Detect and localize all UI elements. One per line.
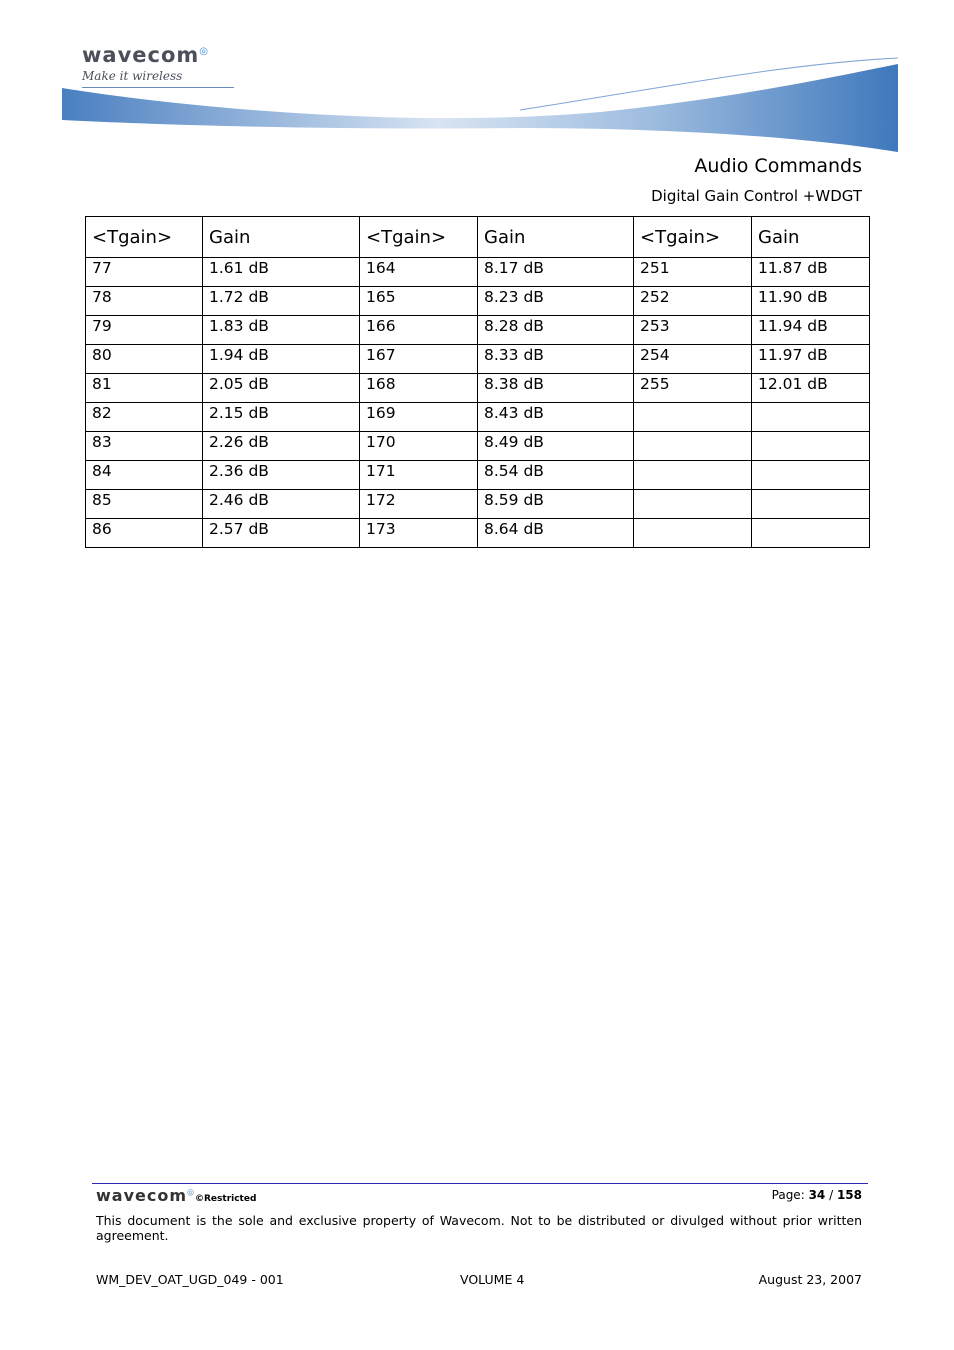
table-cell: 77 (86, 258, 203, 287)
table-cell (752, 490, 870, 519)
table-cell: 78 (86, 287, 203, 316)
table-cell: 84 (86, 461, 203, 490)
column-header-tgain: <Tgain> (86, 217, 203, 258)
table-cell: 11.97 dB (752, 345, 870, 374)
table-cell (752, 403, 870, 432)
table-cell: 1.72 dB (203, 287, 360, 316)
document-reference: WM_DEV_OAT_UGD_049 - 001 (96, 1272, 284, 1287)
table-header-row (86, 217, 870, 258)
table-row (86, 287, 870, 316)
table-row (86, 403, 870, 432)
table-cell: 11.90 dB (752, 287, 870, 316)
table-cell: 2.36 dB (203, 461, 360, 490)
table-cell: 83 (86, 432, 203, 461)
table-row (86, 316, 870, 345)
table-cell: 168 (360, 374, 478, 403)
logo-swirl-icon: ◎ (187, 1187, 195, 1197)
footer-divider (92, 1183, 868, 1184)
page-label: Page: (771, 1188, 809, 1202)
table-cell: 2.26 dB (203, 432, 360, 461)
table-cell: 171 (360, 461, 478, 490)
table-cell: 8.17 dB (478, 258, 634, 287)
table-cell (752, 461, 870, 490)
logo-swirl-icon: ◎ (199, 46, 209, 57)
column-header-tgain: <Tgain> (360, 217, 478, 258)
page-separator: / (825, 1188, 837, 1202)
table-row (86, 519, 870, 548)
table-cell: 81 (86, 374, 203, 403)
table-cell: 2.05 dB (203, 374, 360, 403)
volume-label: VOLUME 4 (460, 1272, 525, 1287)
table-cell (634, 519, 752, 548)
page-total: 158 (836, 1188, 862, 1202)
table-cell: 172 (360, 490, 478, 519)
restricted-label: ©Restricted (195, 1194, 257, 1204)
table-row (86, 345, 870, 374)
gain-table (85, 216, 870, 548)
section-title: Audio Commands (694, 155, 862, 177)
page-current: 34 (808, 1188, 826, 1202)
table-cell: 11.87 dB (752, 258, 870, 287)
logo-wordmark: wavecom (82, 43, 200, 67)
table-cell: 8.64 dB (478, 519, 634, 548)
logo-tagline: Make it wireless (82, 69, 234, 88)
table-cell: 8.43 dB (478, 403, 634, 432)
table-row (86, 490, 870, 519)
table-cell: 8.59 dB (478, 490, 634, 519)
footer-logo-wordmark: wavecom (96, 1186, 188, 1205)
wavecom-logo (82, 40, 242, 88)
table-cell: 1.61 dB (203, 258, 360, 287)
table-cell (634, 461, 752, 490)
table-cell: 8.33 dB (478, 345, 634, 374)
table-cell: 85 (86, 490, 203, 519)
document-date: August 23, 2007 (758, 1272, 862, 1287)
table-cell: 79 (86, 316, 203, 345)
column-header-gain: Gain (752, 217, 870, 258)
table-cell: 2.57 dB (203, 519, 360, 548)
table-row (86, 258, 870, 287)
table-cell: 2.15 dB (203, 403, 360, 432)
table-cell: 86 (86, 519, 203, 548)
table-cell (634, 490, 752, 519)
table-cell: 164 (360, 258, 478, 287)
table-cell: 169 (360, 403, 478, 432)
table-cell: 173 (360, 519, 478, 548)
table-cell: 166 (360, 316, 478, 345)
table-cell: 253 (634, 316, 752, 345)
table-cell: 8.38 dB (478, 374, 634, 403)
table-row (86, 461, 870, 490)
table-cell: 12.01 dB (752, 374, 870, 403)
table-row (86, 374, 870, 403)
table-cell: 11.94 dB (752, 316, 870, 345)
table-cell: 80 (86, 345, 203, 374)
column-header-gain: Gain (478, 217, 634, 258)
table-cell: 167 (360, 345, 478, 374)
table-cell: 255 (634, 374, 752, 403)
table-cell: 1.94 dB (203, 345, 360, 374)
table-cell: 1.83 dB (203, 316, 360, 345)
table-cell: 8.28 dB (478, 316, 634, 345)
column-header-gain: Gain (203, 217, 360, 258)
page-number (772, 1188, 862, 1202)
table-cell: 8.54 dB (478, 461, 634, 490)
table-cell (634, 403, 752, 432)
table-cell: 165 (360, 287, 478, 316)
table-row (86, 432, 870, 461)
table-cell: 170 (360, 432, 478, 461)
table-cell: 254 (634, 345, 752, 374)
table-cell: 8.49 dB (478, 432, 634, 461)
section-subtitle: Digital Gain Control +WDGT (651, 187, 862, 205)
disclaimer-text: This document is the sole and exclusive property of Wavecom. Not to be distributed or divulged without prior written agreement. (96, 1213, 862, 1243)
table-cell: 2.46 dB (203, 490, 360, 519)
table-cell (752, 432, 870, 461)
table-cell: 252 (634, 287, 752, 316)
table-cell (752, 519, 870, 548)
column-header-tgain: <Tgain> (634, 217, 752, 258)
footer-logo (96, 1186, 256, 1205)
table-cell (634, 432, 752, 461)
table-cell: 251 (634, 258, 752, 287)
table-cell: 8.23 dB (478, 287, 634, 316)
table-cell: 82 (86, 403, 203, 432)
